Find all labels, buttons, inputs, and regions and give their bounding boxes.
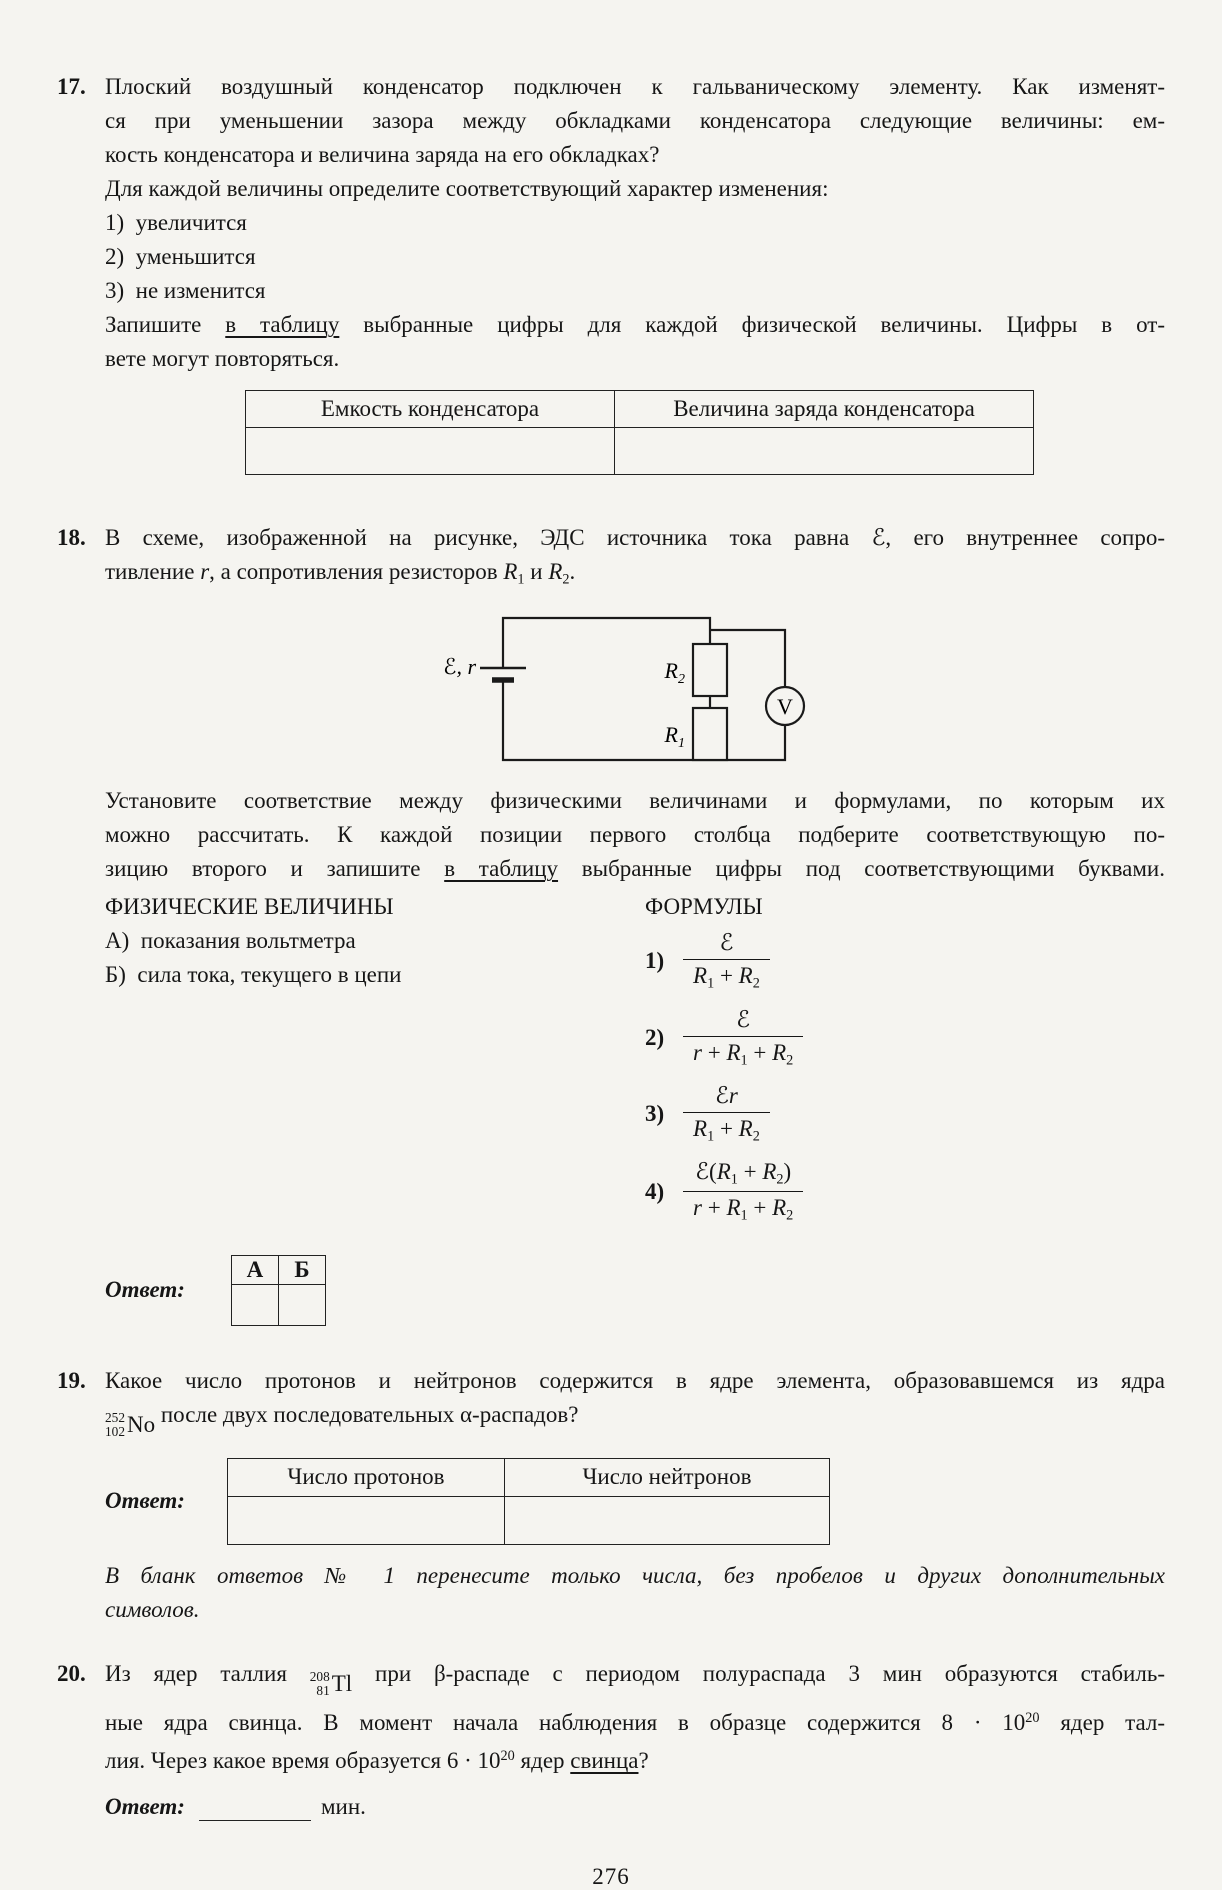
text-line xyxy=(105,924,645,958)
text-run: Установите соответствие между физическими величинами и формулами, по которым их xyxy=(105,788,1165,814)
problem-text xyxy=(105,1364,1165,1442)
text-run: 2 xyxy=(776,1171,784,1188)
text-run: R xyxy=(693,1115,708,1141)
answer-blank xyxy=(199,1796,311,1821)
text-run: ные ядра свинца. В момент начала наблюдения в образце содержится 8 · 10 xyxy=(105,1709,1026,1735)
text-run: . xyxy=(569,559,576,584)
answer-row-20 xyxy=(105,1794,1165,1820)
text-line xyxy=(105,172,1165,206)
answer-units: мин. xyxy=(320,1794,366,1820)
text-line xyxy=(105,104,1165,138)
text-run: ℰ xyxy=(736,1006,751,1033)
text-run: + xyxy=(747,1039,773,1065)
text-run: r xyxy=(693,1039,702,1065)
text-line xyxy=(105,784,1165,818)
text-run: , его внутреннее сопро- xyxy=(885,525,1165,550)
text-run: + xyxy=(747,1195,773,1221)
formulas-header: ФОРМУЛЫ xyxy=(645,894,763,920)
formulas-column xyxy=(645,890,1165,1238)
quantities-column xyxy=(105,890,645,1238)
problem-text xyxy=(105,1657,1165,1779)
voltmeter-label: V xyxy=(777,694,793,720)
formula-label: 4) xyxy=(645,1178,665,1204)
text-line xyxy=(105,308,1165,342)
problem-body xyxy=(105,1657,1165,1831)
emf-label xyxy=(443,654,476,680)
answer-table-17 xyxy=(245,390,1034,475)
text-run: ся при уменьшении зазора между обкладками конденсатора следующие величины: ем- xyxy=(105,108,1165,133)
text-run: R xyxy=(726,1039,741,1065)
text-run: символов. xyxy=(105,1596,200,1622)
text-line xyxy=(105,1739,1165,1778)
internal-resistance-label: , r xyxy=(456,654,476,680)
table-row xyxy=(227,1496,829,1544)
problem-text xyxy=(105,784,1165,886)
text-run: 1 xyxy=(730,1171,738,1188)
text-run: при β-распаде с периодом полураспада 3 мин образуются стабиль- xyxy=(352,1660,1165,1686)
text-run: тивление xyxy=(105,559,201,584)
circuit-wires xyxy=(480,618,785,760)
fraction-denominator xyxy=(683,959,770,992)
formula-3 xyxy=(645,1083,1165,1145)
text-run: 2 xyxy=(562,571,570,588)
text-run: r xyxy=(728,1082,738,1108)
fraction xyxy=(683,930,770,992)
text-run: R xyxy=(726,1195,741,1221)
answer-row-19 xyxy=(105,1458,1165,1545)
text-run: 2 xyxy=(752,975,760,992)
text-line xyxy=(105,206,1165,240)
text-run: R xyxy=(738,1115,753,1141)
text-line xyxy=(105,274,1165,308)
problem-19 xyxy=(57,1364,1165,1627)
quantities-header: ФИЗИЧЕСКИЕ ВЕЛИЧИНЫ xyxy=(105,894,394,920)
answer-cell xyxy=(227,1496,504,1544)
text-run: 2) уменьшится xyxy=(105,244,256,269)
text-run: кость конденсатора и величина заряда на его обкладках? xyxy=(105,142,660,167)
problem-number: 17. xyxy=(57,74,86,99)
text-line xyxy=(105,70,1165,104)
fraction xyxy=(683,1159,803,1225)
text-run: 1) увеличится xyxy=(105,210,247,235)
quantities-list xyxy=(105,924,645,992)
text-line xyxy=(105,852,1165,886)
table-row xyxy=(246,428,1034,475)
nuclide-notation: 208 81 Tl xyxy=(309,1668,353,1698)
r2-subscript: 2 xyxy=(678,672,685,688)
circuit-figure xyxy=(440,608,1165,778)
text-run: В схеме, изображенной на рисунке, ЭДС источника тока равна xyxy=(105,525,872,550)
problem-17 xyxy=(57,70,1165,499)
text-run: вете могут повторяться. xyxy=(105,346,340,371)
text-run: 1 xyxy=(707,975,715,992)
fraction-numerator xyxy=(683,1159,803,1191)
table-header-row xyxy=(246,391,1034,428)
text-run: 2 xyxy=(786,1051,794,1068)
text-run: 1 xyxy=(707,1128,715,1145)
answer-cell xyxy=(615,428,1034,475)
text-run: r xyxy=(200,559,210,584)
text-run: + xyxy=(737,1159,763,1185)
problem-18 xyxy=(57,521,1165,1336)
resistor-r1-label xyxy=(664,722,685,751)
answer-label: Ответ: xyxy=(105,1794,185,1820)
problem-body xyxy=(105,70,1165,499)
text-run: ℰ xyxy=(871,525,886,551)
text-run: Б) сила тока, текущего в цепи xyxy=(105,962,402,988)
text-run: ( xyxy=(709,1159,717,1185)
emf-symbol: ℰ xyxy=(443,655,457,681)
text-run: 3) не изменится xyxy=(105,278,266,303)
answer-cell xyxy=(278,1284,325,1325)
text-run: 2 xyxy=(786,1207,794,1224)
answer-row-18 xyxy=(105,1255,1165,1326)
text-run: R xyxy=(738,963,753,989)
formula-label: 3) xyxy=(645,1100,665,1126)
text-line xyxy=(105,1559,1165,1593)
answer-table-19 xyxy=(227,1458,830,1545)
column-header-a: А xyxy=(231,1255,278,1284)
text-run: 1 xyxy=(517,571,525,588)
column-header: Величина заряда конденсатора xyxy=(615,391,1034,428)
answer-cell xyxy=(504,1496,829,1544)
table-row xyxy=(231,1284,325,1325)
r1-subscript: 1 xyxy=(678,736,685,752)
text-run: Запишите xyxy=(105,312,226,337)
fraction-numerator xyxy=(683,1007,803,1036)
text-line xyxy=(105,138,1165,172)
text-run: + xyxy=(701,1195,727,1221)
column-header-b: Б xyxy=(278,1255,325,1284)
text-run: выбранные цифры для каждой физической величины. Цифры в от- xyxy=(339,312,1165,337)
text-run: ? xyxy=(638,1748,649,1774)
problem-number: 20. xyxy=(57,1660,86,1686)
text-run: ядер xyxy=(514,1748,571,1774)
problem-number: 18. xyxy=(57,525,86,550)
fraction-numerator xyxy=(683,1083,770,1112)
text-line xyxy=(105,555,1165,596)
answer-label: Ответ: xyxy=(105,1488,185,1514)
problem-20 xyxy=(57,1657,1165,1831)
text-line xyxy=(105,342,1165,376)
text-line xyxy=(105,1364,1165,1398)
fraction xyxy=(683,1083,770,1145)
resistor-r1-box xyxy=(693,708,727,760)
text-run: ℰ xyxy=(695,1159,710,1186)
circuit-diagram xyxy=(440,608,820,778)
fraction-numerator xyxy=(683,930,770,959)
text-run: 1 xyxy=(740,1207,748,1224)
text-run: 2 xyxy=(752,1128,760,1145)
text-run: R xyxy=(772,1195,787,1221)
text-run: Для каждой величины определите соответствующий характер изменения: xyxy=(105,176,829,201)
text-run: 20 xyxy=(500,1748,515,1765)
formula-label: 1) xyxy=(645,948,665,974)
text-run: ℰ xyxy=(719,930,734,957)
problem-text xyxy=(105,70,1165,376)
matching-section xyxy=(105,890,1165,1238)
text-run: зицию второго и запишите xyxy=(105,856,445,882)
text-run: Из ядер таллия xyxy=(105,1660,310,1686)
page-number: 276 xyxy=(592,1864,630,1890)
text-run: ядер тал- xyxy=(1039,1709,1165,1735)
text-run: R xyxy=(716,1159,731,1185)
text-run: + xyxy=(714,963,739,989)
formula-4 xyxy=(645,1159,1165,1225)
text-run: выбранные цифры под соответствующими буквами. xyxy=(558,856,1165,882)
column-header: Число протонов xyxy=(227,1458,504,1496)
text-line xyxy=(105,240,1165,274)
text-line xyxy=(105,1398,1165,1442)
instruction-note xyxy=(105,1559,1165,1627)
problem-number: 19. xyxy=(57,1367,86,1393)
problem-body xyxy=(105,1364,1165,1627)
resistor-r2-label xyxy=(664,658,685,687)
answer-cell xyxy=(246,428,615,475)
text-run: Какое число протонов и нейтронов содержится в ядре элемента, образовавшемся из ядра xyxy=(105,1367,1165,1393)
text-run: в таблицу xyxy=(444,856,559,882)
fraction-denominator xyxy=(683,1036,803,1069)
text-run: ) xyxy=(783,1159,792,1185)
answer-label: Ответ: xyxy=(105,1277,185,1303)
text-run: R xyxy=(693,963,708,989)
nuclide-notation: 252 102 No xyxy=(105,1409,156,1439)
text-run: можно рассчитать. К каждой позиции первого столбца подберите соответствующую по- xyxy=(105,822,1165,848)
text-line xyxy=(105,521,1165,555)
text-run: + xyxy=(714,1115,739,1141)
text-run: свинца xyxy=(570,1748,639,1774)
formula-1 xyxy=(645,930,1165,992)
fraction-denominator xyxy=(683,1112,770,1145)
text-line xyxy=(105,1701,1165,1740)
text-run: 20 xyxy=(1025,1709,1040,1726)
formula-2 xyxy=(645,1007,1165,1069)
text-run: R xyxy=(548,559,563,584)
text-line xyxy=(105,958,645,992)
text-run: ℰ xyxy=(714,1082,729,1109)
text-run: лия. Через какое время образуется 6 · 10 xyxy=(105,1748,501,1774)
text-run: + xyxy=(701,1039,727,1065)
problem-body xyxy=(105,521,1165,1336)
answer-table-ab xyxy=(231,1255,326,1326)
text-run: R xyxy=(772,1039,787,1065)
table-header-row xyxy=(227,1458,829,1496)
text-run: Плоский воздушный конденсатор подключен к гальваническому элементу. Как изменят- xyxy=(105,74,1165,99)
resistor-r2-box xyxy=(693,644,727,696)
text-run: , а сопротивления резисторов xyxy=(209,559,504,584)
column-header: Число нейтронов xyxy=(504,1458,829,1496)
text-run: А) показания вольтметра xyxy=(105,928,356,954)
text-line xyxy=(105,1657,1165,1701)
text-run: и xyxy=(524,559,549,584)
answer-cell xyxy=(231,1284,278,1325)
text-run: r xyxy=(693,1195,702,1221)
text-line xyxy=(105,818,1165,852)
fraction xyxy=(683,1007,803,1069)
text-line xyxy=(105,1593,1165,1627)
text-run: В бланк ответов № 1 перенесите только числа, без пробелов и других дополнительных xyxy=(105,1562,1165,1588)
table-header-row xyxy=(231,1255,325,1284)
text-run: 1 xyxy=(740,1051,748,1068)
r1-symbol: R xyxy=(664,722,678,748)
text-run: после двух последовательных α-распадов? xyxy=(155,1401,579,1427)
text-run: R xyxy=(503,559,518,584)
r2-symbol: R xyxy=(664,658,678,684)
column-header: Емкость конденсатора xyxy=(246,391,615,428)
fraction-denominator xyxy=(683,1191,803,1224)
text-run: в таблицу xyxy=(225,312,340,337)
formula-label: 2) xyxy=(645,1024,665,1050)
text-run: R xyxy=(762,1159,777,1185)
problem-text xyxy=(105,521,1165,596)
